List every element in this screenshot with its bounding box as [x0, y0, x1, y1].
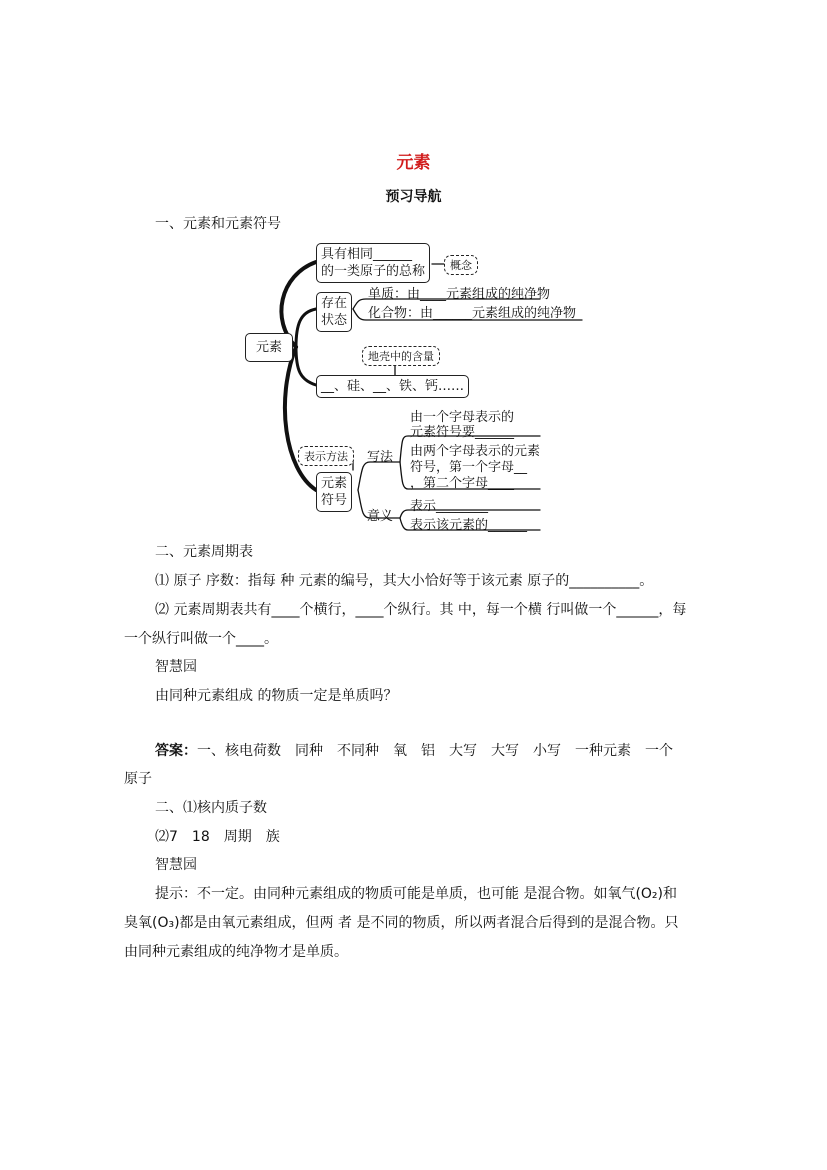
branch-state	[296, 309, 316, 347]
crust-box: __、硅、__、铁、钙……	[316, 375, 469, 398]
concept-box	[316, 243, 430, 283]
branch-symbol	[285, 347, 316, 490]
page-title: 元素	[396, 153, 431, 173]
answer-line-1	[155, 740, 673, 760]
answer-label: 答案：	[155, 743, 197, 759]
writing-line-2b: 符号，第一个字母__	[410, 460, 528, 475]
method-tag: 表示方法	[298, 446, 354, 466]
answer-line-2: 原子	[124, 771, 152, 787]
answer-line-4: ⑵7 18 周期 族	[155, 829, 280, 845]
section2-item2-line1: ⑵ 元素周期表共有____个横行，____个纵行。其 中，每一个横 行叫做一个______，每	[155, 602, 687, 618]
writing-label: 写法	[367, 450, 394, 465]
crust-tag: 地壳中的含量	[362, 346, 440, 366]
writing-line-1a: 由一个字母表示的	[410, 410, 515, 425]
state-box: 存在 状态	[316, 292, 352, 332]
wisdom2-line-1: 提示：不一定。由同种元素组成的物质可能是单质，也可能 是混合物。如氧气(O₂)和	[155, 886, 678, 902]
wisdom2-line-2: 臭氧(O₃)都是由氧元素组成，但两 者 是不同的物质，所以两者混合后得到的是混合物。只	[124, 915, 679, 931]
state-line-1: 单质：由____元素组成的纯净物	[368, 287, 551, 302]
writing-line-2a: 由两个字母表示的元素	[410, 444, 541, 459]
wisdom1-heading: 智慧园	[155, 659, 197, 675]
branch-crust	[296, 347, 316, 385]
wisdom1-question: 由同种元素组成 的物质一定是单质吗？	[155, 688, 398, 704]
meaning-line-2: 表示该元素的______	[410, 518, 528, 533]
page-subtitle: 预习导航	[385, 189, 442, 205]
section1-heading: 一、元素和元素符号	[155, 216, 281, 232]
answer-text-1: 一、核电荷数 同种 不同种 氧 铝 大写 大写 小写 一种元素 一个	[197, 743, 673, 759]
mindmap-root: 元素	[245, 333, 293, 362]
section2-heading: 二、元素周期表	[155, 544, 253, 560]
wisdom2-heading: 智慧园	[155, 857, 197, 873]
state-line-2: 化合物：由______元素组成的纯净物	[368, 306, 577, 321]
answer-line-3: 二、⑴核内质子数	[155, 800, 267, 816]
concept-tag: 概念	[444, 255, 478, 275]
wisdom2-line-3: 由同种元素组成的纯净物才是单质。	[124, 944, 348, 960]
meaning-line-1: 表示________	[410, 499, 489, 514]
concept-line-2: 的一类原子的总称	[321, 264, 426, 279]
writing-line-2c: ，第二个字母____	[410, 476, 515, 491]
concept-line-1: 具有相同______	[321, 247, 413, 262]
section2-item2-line2: 一个纵行叫做一个____。	[124, 631, 278, 647]
section2-item1: ⑴ 原子 序数：指每 种 元素的编号，其大小恰好等于该元素 原子的__________。	[155, 573, 654, 589]
meaning-label: 意义	[367, 509, 394, 524]
writing-line-1b: 元素符号要______	[410, 425, 515, 440]
symbol-box: 元素 符号	[316, 472, 352, 512]
